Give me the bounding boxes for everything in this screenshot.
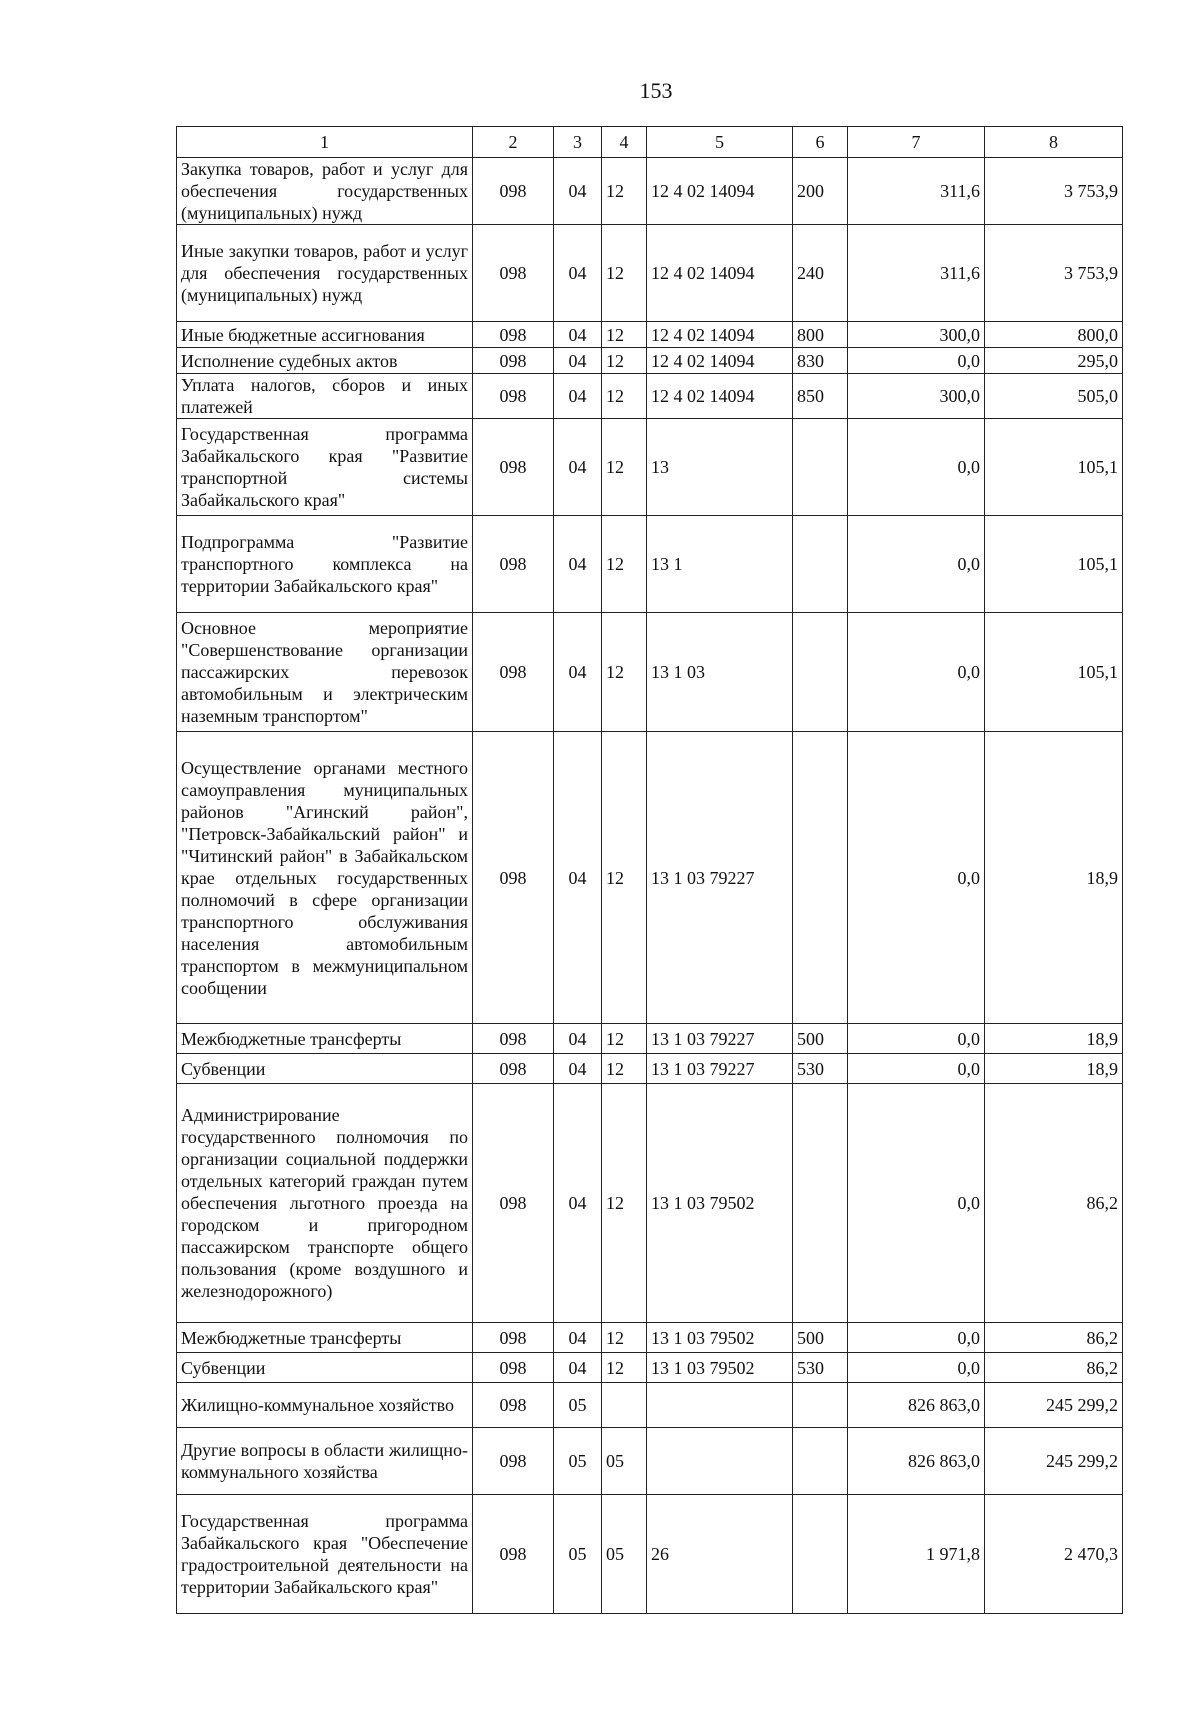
code-rz-cell: 04 bbox=[554, 613, 602, 732]
code-csr-cell: 13 1 03 79227 bbox=[647, 1024, 793, 1054]
code-gr-cell: 098 bbox=[473, 158, 554, 225]
amount-col7-cell: 826 863,0 bbox=[848, 1383, 985, 1428]
code-rz-cell: 04 bbox=[554, 348, 602, 374]
row-name-cell: Межбюджетные трансферты bbox=[177, 1323, 473, 1353]
code-csr-cell: 26 bbox=[647, 1495, 793, 1614]
column-header: 6 bbox=[793, 127, 848, 158]
amount-col8-cell: 86,2 bbox=[985, 1353, 1123, 1383]
code-rz-cell: 04 bbox=[554, 322, 602, 348]
code-vr-cell: 200 bbox=[793, 158, 848, 225]
code-pr-cell: 12 bbox=[602, 348, 647, 374]
code-csr-cell: 13 bbox=[647, 419, 793, 516]
amount-col8-cell: 105,1 bbox=[985, 613, 1123, 732]
code-pr-cell: 12 bbox=[602, 419, 647, 516]
row-name-cell: Межбюджетные трансферты bbox=[177, 1024, 473, 1054]
amount-col8-cell: 295,0 bbox=[985, 348, 1123, 374]
code-pr-cell: 12 bbox=[602, 1024, 647, 1054]
row-name-cell: Исполнение судебных актов bbox=[177, 348, 473, 374]
table-row bbox=[177, 419, 1123, 516]
page-number: 153 bbox=[639, 78, 673, 103]
code-rz-cell: 04 bbox=[554, 374, 602, 419]
table-row bbox=[177, 348, 1123, 374]
table-row bbox=[177, 1353, 1123, 1383]
code-pr-cell: 12 bbox=[602, 322, 647, 348]
amount-col7-cell: 0,0 bbox=[848, 516, 985, 613]
column-header: 4 bbox=[602, 127, 647, 158]
row-name-cell: Основное мероприятие "Совершенствование организации пассажирских перевозок автомобильным и электрическим наземным транспортом" bbox=[177, 613, 473, 732]
code-gr-cell: 098 bbox=[473, 1054, 554, 1084]
code-csr-cell: 12 4 02 14094 bbox=[647, 158, 793, 225]
amount-col8-cell: 18,9 bbox=[985, 732, 1123, 1024]
code-gr-cell: 098 bbox=[473, 516, 554, 613]
table-row bbox=[177, 322, 1123, 348]
row-name-cell: Администрирование государственного полномочия по организации социальной поддержки отдельных категорий граждан путем обеспечения льготного проезда на городском и пригородном пассажирском транспорте общего пользования (кроме воздушного и железнодорожного) bbox=[177, 1084, 473, 1323]
code-pr-cell: 12 bbox=[602, 1084, 647, 1323]
code-vr-cell bbox=[793, 516, 848, 613]
table-row bbox=[177, 1024, 1123, 1054]
budget-table bbox=[176, 126, 1123, 1614]
row-name-cell: Осуществление органами местного самоуправления муниципальных районов "Агинский район", "Петровск-Забайкальский район" и "Читинский район" в Забайкальском крае отдельных государственных полномочий в сфере организации транспортного обслуживания населения автомобильным транспортом в межмуниципальном сообщении bbox=[177, 732, 473, 1024]
code-gr-cell: 098 bbox=[473, 322, 554, 348]
code-rz-cell: 04 bbox=[554, 419, 602, 516]
code-vr-cell: 530 bbox=[793, 1054, 848, 1084]
table-row bbox=[177, 1383, 1123, 1428]
amount-col8-cell: 3 753,9 bbox=[985, 158, 1123, 225]
table-row bbox=[177, 613, 1123, 732]
column-header: 2 bbox=[473, 127, 554, 158]
amount-col7-cell: 300,0 bbox=[848, 374, 985, 419]
code-vr-cell: 800 bbox=[793, 322, 848, 348]
code-rz-cell: 04 bbox=[554, 225, 602, 322]
table-body bbox=[177, 158, 1123, 1614]
row-name-cell: Иные бюджетные ассигнования bbox=[177, 322, 473, 348]
table-row bbox=[177, 1323, 1123, 1353]
code-gr-cell: 098 bbox=[473, 374, 554, 419]
amount-col7-cell: 300,0 bbox=[848, 322, 985, 348]
code-csr-cell: 13 1 03 79502 bbox=[647, 1084, 793, 1323]
amount-col7-cell: 0,0 bbox=[848, 613, 985, 732]
column-header: 1 bbox=[177, 127, 473, 158]
code-pr-cell: 12 bbox=[602, 1054, 647, 1084]
amount-col7-cell: 0,0 bbox=[848, 1353, 985, 1383]
code-vr-cell: 850 bbox=[793, 374, 848, 419]
code-csr-cell: 13 1 bbox=[647, 516, 793, 613]
column-header: 7 bbox=[848, 127, 985, 158]
code-gr-cell: 098 bbox=[473, 732, 554, 1024]
amount-col7-cell: 0,0 bbox=[848, 1323, 985, 1353]
row-name-cell: Другие вопросы в области жилищно-коммунального хозяйства bbox=[177, 1428, 473, 1495]
code-gr-cell: 098 bbox=[473, 1495, 554, 1614]
table-row bbox=[177, 158, 1123, 225]
amount-col7-cell: 826 863,0 bbox=[848, 1428, 985, 1495]
code-rz-cell: 04 bbox=[554, 1084, 602, 1323]
code-pr-cell: 05 bbox=[602, 1495, 647, 1614]
row-name-cell: Субвенции bbox=[177, 1054, 473, 1084]
code-rz-cell: 04 bbox=[554, 732, 602, 1024]
code-csr-cell bbox=[647, 1428, 793, 1495]
table-row bbox=[177, 374, 1123, 419]
amount-col8-cell: 18,9 bbox=[985, 1054, 1123, 1084]
code-rz-cell: 04 bbox=[554, 1024, 602, 1054]
code-gr-cell: 098 bbox=[473, 348, 554, 374]
table-row bbox=[177, 732, 1123, 1024]
amount-col7-cell: 311,6 bbox=[848, 225, 985, 322]
amount-col7-cell: 0,0 bbox=[848, 1024, 985, 1054]
code-pr-cell: 12 bbox=[602, 1323, 647, 1353]
amount-col8-cell: 505,0 bbox=[985, 374, 1123, 419]
code-rz-cell: 05 bbox=[554, 1495, 602, 1614]
code-pr-cell: 12 bbox=[602, 158, 647, 225]
code-csr-cell: 13 1 03 79227 bbox=[647, 732, 793, 1024]
code-vr-cell: 500 bbox=[793, 1024, 848, 1054]
code-csr-cell: 13 1 03 bbox=[647, 613, 793, 732]
code-gr-cell: 098 bbox=[473, 1428, 554, 1495]
code-csr-cell: 13 1 03 79502 bbox=[647, 1353, 793, 1383]
amount-col8-cell: 3 753,9 bbox=[985, 225, 1123, 322]
amount-col8-cell: 245 299,2 bbox=[985, 1428, 1123, 1495]
code-csr-cell: 12 4 02 14094 bbox=[647, 374, 793, 419]
code-gr-cell: 098 bbox=[473, 1323, 554, 1353]
code-gr-cell: 098 bbox=[473, 419, 554, 516]
amount-col7-cell: 0,0 bbox=[848, 732, 985, 1024]
code-gr-cell: 098 bbox=[473, 1084, 554, 1323]
code-pr-cell bbox=[602, 1383, 647, 1428]
code-vr-cell bbox=[793, 1084, 848, 1323]
table-row bbox=[177, 225, 1123, 322]
row-name-cell: Государственная программа Забайкальского края "Обеспечение градостроительной деятельности на территории Забайкальского края" bbox=[177, 1495, 473, 1614]
code-csr-cell: 13 1 03 79502 bbox=[647, 1323, 793, 1353]
code-pr-cell: 12 bbox=[602, 732, 647, 1024]
code-pr-cell: 05 bbox=[602, 1428, 647, 1495]
code-csr-cell: 12 4 02 14094 bbox=[647, 348, 793, 374]
amount-col7-cell: 0,0 bbox=[848, 348, 985, 374]
amount-col8-cell: 2 470,3 bbox=[985, 1495, 1123, 1614]
amount-col8-cell: 105,1 bbox=[985, 419, 1123, 516]
code-gr-cell: 098 bbox=[473, 1353, 554, 1383]
code-vr-cell bbox=[793, 732, 848, 1024]
code-rz-cell: 05 bbox=[554, 1383, 602, 1428]
amount-col7-cell: 1 971,8 bbox=[848, 1495, 985, 1614]
amount-col7-cell: 0,0 bbox=[848, 1084, 985, 1323]
row-name-cell: Жилищно-коммунальное хозяйство bbox=[177, 1383, 473, 1428]
row-name-cell: Государственная программа Забайкальского края "Развитие транспортной системы Забайкальского края" bbox=[177, 419, 473, 516]
code-rz-cell: 05 bbox=[554, 1428, 602, 1495]
row-name-cell: Подпрограмма "Развитие транспортного комплекса на территории Забайкальского края" bbox=[177, 516, 473, 613]
amount-col8-cell: 86,2 bbox=[985, 1323, 1123, 1353]
amount-col7-cell: 311,6 bbox=[848, 158, 985, 225]
amount-col7-cell: 0,0 bbox=[848, 1054, 985, 1084]
code-vr-cell bbox=[793, 613, 848, 732]
code-csr-cell: 12 4 02 14094 bbox=[647, 322, 793, 348]
table-row bbox=[177, 1495, 1123, 1614]
code-rz-cell: 04 bbox=[554, 1353, 602, 1383]
code-vr-cell: 240 bbox=[793, 225, 848, 322]
amount-col7-cell: 0,0 bbox=[848, 419, 985, 516]
code-vr-cell: 830 bbox=[793, 348, 848, 374]
code-pr-cell: 12 bbox=[602, 613, 647, 732]
code-vr-cell bbox=[793, 1495, 848, 1614]
code-vr-cell bbox=[793, 419, 848, 516]
code-rz-cell: 04 bbox=[554, 1323, 602, 1353]
row-name-cell: Закупка товаров, работ и услуг для обеспечения государственных (муниципальных) нужд bbox=[177, 158, 473, 225]
code-csr-cell: 13 1 03 79227 bbox=[647, 1054, 793, 1084]
code-vr-cell: 500 bbox=[793, 1323, 848, 1353]
amount-col8-cell: 105,1 bbox=[985, 516, 1123, 613]
code-csr-cell bbox=[647, 1383, 793, 1428]
code-gr-cell: 098 bbox=[473, 1383, 554, 1428]
amount-col8-cell: 245 299,2 bbox=[985, 1383, 1123, 1428]
code-vr-cell: 530 bbox=[793, 1353, 848, 1383]
code-pr-cell: 12 bbox=[602, 225, 647, 322]
code-pr-cell: 12 bbox=[602, 1353, 647, 1383]
code-vr-cell bbox=[793, 1383, 848, 1428]
column-header: 5 bbox=[647, 127, 793, 158]
column-header: 8 bbox=[985, 127, 1123, 158]
code-rz-cell: 04 bbox=[554, 516, 602, 613]
code-pr-cell: 12 bbox=[602, 374, 647, 419]
table-row bbox=[177, 1428, 1123, 1495]
code-csr-cell: 12 4 02 14094 bbox=[647, 225, 793, 322]
code-gr-cell: 098 bbox=[473, 613, 554, 732]
amount-col8-cell: 18,9 bbox=[985, 1024, 1123, 1054]
table-row bbox=[177, 1084, 1123, 1323]
code-gr-cell: 098 bbox=[473, 1024, 554, 1054]
code-pr-cell: 12 bbox=[602, 516, 647, 613]
code-gr-cell: 098 bbox=[473, 225, 554, 322]
column-header: 3 bbox=[554, 127, 602, 158]
row-name-cell: Иные закупки товаров, работ и услуг для обеспечения государственных (муниципальных) нужд bbox=[177, 225, 473, 322]
code-rz-cell: 04 bbox=[554, 158, 602, 225]
code-rz-cell: 04 bbox=[554, 1054, 602, 1084]
amount-col8-cell: 800,0 bbox=[985, 322, 1123, 348]
row-name-cell: Субвенции bbox=[177, 1353, 473, 1383]
table-row bbox=[177, 1054, 1123, 1084]
row-name-cell: Уплата налогов, сборов и иных платежей bbox=[177, 374, 473, 419]
code-vr-cell bbox=[793, 1428, 848, 1495]
table-row bbox=[177, 516, 1123, 613]
amount-col8-cell: 86,2 bbox=[985, 1084, 1123, 1323]
header-row bbox=[177, 127, 1123, 158]
